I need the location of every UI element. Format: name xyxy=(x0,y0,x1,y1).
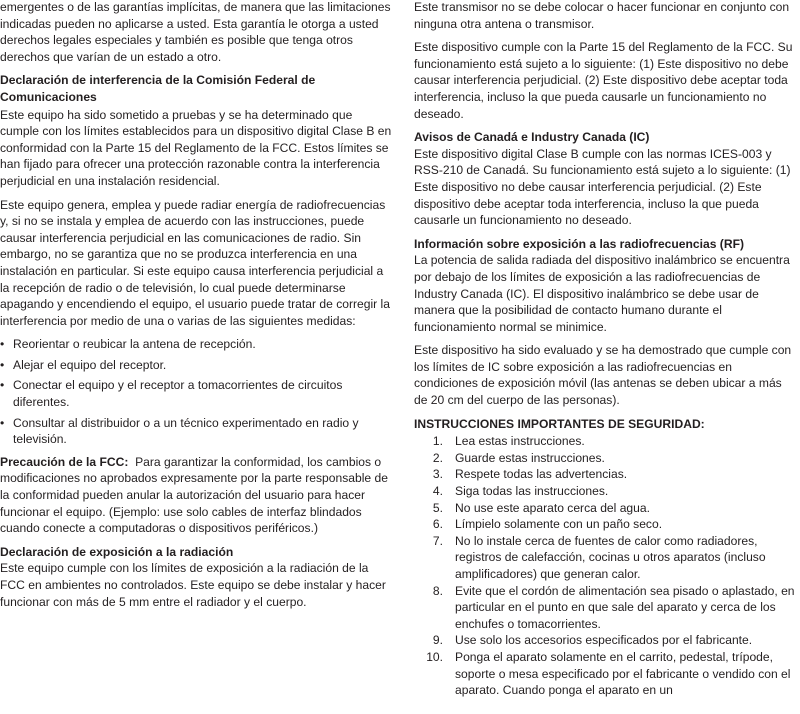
list-item: 1. Lea estas instrucciones. xyxy=(432,434,585,449)
bullet-icon: • xyxy=(0,415,5,430)
rf-evaluation-paragraph: Este dispositivo ha sido evaluado y se ha demostrado que cumple con los límites de IC sobre exposición a las radiofrecuencias en condiciones de exposición móvil (las antenas se deben ubicar a más de 20 cm del cuerpo de las personas). xyxy=(414,343,792,408)
list-item: 9. Use solo los accesorios especificados por el fabricante. xyxy=(432,633,753,648)
canada-notices-text: Este dispositivo digital Clase B cumple con las normas ICES-003 y RSS-210 de Canadá. Su funcionamiento está sujeto a lo siguiente: (1) Este dispositivo no debe causar interferencia perjudicial. (2) Este dispositivo debe aceptar toda interferencia, incluso la que pueda causarle un funcionamiento no deseado. xyxy=(414,146,791,228)
rf-exposure-paragraph: La potencia de salida radiada del dispositivo inalámbrico se encuentra por debajo de los límites de exposición a las radiofrecuencias de Industry Canada (IC). El dispositivo inalámbrico se debe usar de manera que la posibilidad de contacto humano durante el funcionamiento normal se minimice. xyxy=(414,253,790,334)
radiation-exposure-heading: Declaración de exposición a la radiación xyxy=(0,544,234,559)
rf-exposure-heading: Información sobre exposición a las radiofrecuencias (RF) xyxy=(414,236,744,251)
interference-measures-list xyxy=(0,336,393,448)
right-column xyxy=(414,0,798,699)
list-item: 8. Evite que el cordón de alimentación sea pisado o aplastado, en particular en el punto en que sale del aparato y cerca de los enchufes o tomacorrientes. xyxy=(432,583,795,631)
list-item: • Conectar el equipo y el receptor a tomacorrientes de circuitos diferentes. xyxy=(0,378,343,410)
canada-notices-heading: Avisos de Canadá e Industry Canada (IC) xyxy=(414,130,650,145)
list-item: • Consultar al distribuidor o a un técnico experimentado en radio y televisión. xyxy=(0,415,359,447)
list-item: 2. Guarde estas instrucciones. xyxy=(432,450,605,465)
list-item: 3. Respete todas las advertencias. xyxy=(432,467,628,482)
fcc-caution-label: Precaución de la FCC: xyxy=(0,454,129,469)
list-item: • Alejar el equipo del receptor. xyxy=(0,357,167,372)
fcc-compliance-paragraph: Este equipo ha sido sometido a pruebas y se ha determinado que cumple con los límites establecidos para un dispositivo digital Clase B en conformidad con la Parte 15 del Reglamento de la FCC. Estos límites se han fijado para ofrecer una protección razonable contra la interferencia perjudicial en una instalación residencial. xyxy=(0,107,392,188)
list-item: 10. Ponga el aparato solamente en el carrito, pedestal, trípode, soporte o mesa especificado por el fabricante o vendido con el aparato. Cuando ponga el aparato en un xyxy=(426,649,791,698)
list-item: 4. Siga todas las instrucciones. xyxy=(432,484,609,499)
safety-instructions-heading: INSTRUCCIONES IMPORTANTES DE SEGURIDAD: xyxy=(414,416,705,431)
list-item: 5. No use este aparato cerca del agua. xyxy=(432,500,650,515)
radiation-exposure-text: Este equipo cumple con los límites de exposición a la radiación de la FCC en ambientes no controlados. Este equipo se debe instalar y hacer funcionar con más de 5 mm entre el radiador y el cuerpo. xyxy=(0,561,386,609)
warranty-continuation-text: emergentes o de las garantías implícitas, de manera que las limitaciones indicadas pueden no aplicarse a usted. Esta garantía le otorga a usted derechos legales especiales y también es posible que tenga otros derechos que varían de un estado a otro. xyxy=(0,0,391,64)
list-item: • Reorientar o reubicar la antena de recepción. xyxy=(0,337,256,352)
fcc-interference-paragraph: Este equipo genera, emplea y puede radiar energía de radiofrecuencias y, si no se instala y emplea de acuerdo con las instrucciones, puede causar interferencia perjudicial en las comunicaciones de radio. Sin embargo, no se garantiza que no se produzca interferencia en una instalación en particular. Si este equipo causa interferencia perjudicial a la recepción de radio o de televisión, lo cual puede determinarse apagando y encendiendo el equipo, el usuario puede tratar de corregir la interferencia por medio de una o varias de las siguientes medidas: xyxy=(0,197,390,328)
safety-instructions-list xyxy=(414,433,798,699)
fcc-caution-paragraph xyxy=(0,454,393,537)
bullet-icon: • xyxy=(0,378,5,393)
left-column xyxy=(0,0,393,617)
transmitter-text: Este transmisor no se debe colocar o hacer funcionar en conjunto con ninguna otra antena o transmisor. xyxy=(414,0,790,31)
fcc-interference-heading: Declaración de interferencia de la Comisión Federal de Comunicaciones xyxy=(0,73,316,104)
bullet-icon: • xyxy=(0,357,5,372)
list-item: 7. No lo instale cerca de fuentes de calor como radiadores, registros de calefacción, cocinas u otros aparatos (incluso amplificadores) que generan calor. xyxy=(432,533,766,581)
part15-text: Este dispositivo cumple con la Parte 15 del Reglamento de la FCC. Su funcionamiento está sujeto a lo siguiente: (1) Este dispositivo no debe causar interferencia perjudicial. (2) Este dispositivo debe aceptar toda interferencia, incluso la que pueda causarle un funcionamiento no deseado. xyxy=(414,40,793,121)
list-item: 6. Límpielo solamente con un paño seco. xyxy=(432,517,663,532)
fcc-caution-text: Para garantizar la conformidad, los cambios o modificaciones no aprobados expresamente por la parte responsable de la conformidad pueden anular la autorización del usuario para hacer funcionar el equipo. (Ejemplo: use solo cables de interfaz blindados cuando conecte a computadoras o dispositivos periféricos.) xyxy=(0,454,388,536)
bullet-icon: • xyxy=(0,337,5,352)
